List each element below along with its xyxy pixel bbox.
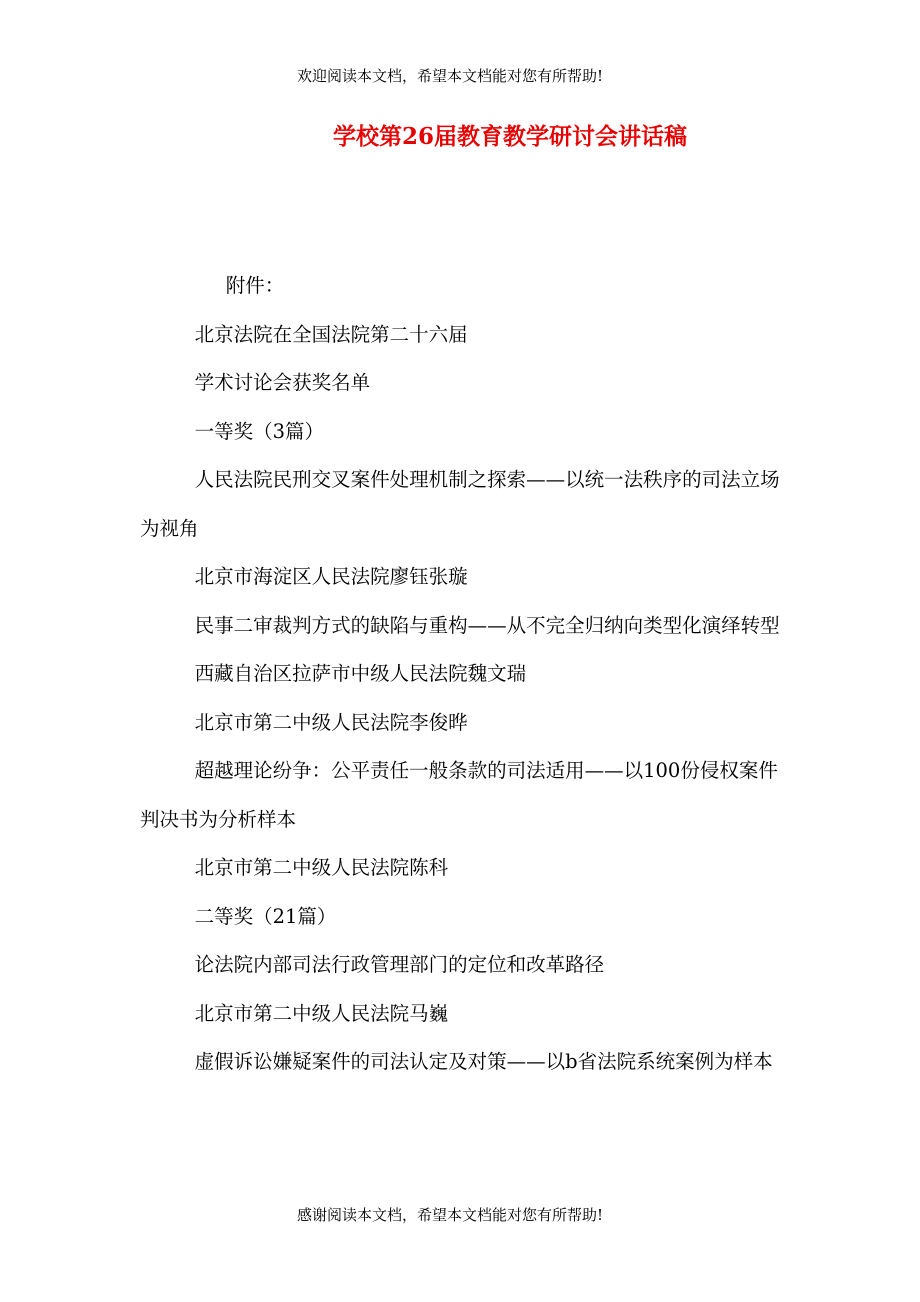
second-prize-heading: 二等奖（21篇） bbox=[194, 904, 337, 928]
attachment-label: 附件： bbox=[225, 274, 285, 297]
document-body bbox=[140, 262, 785, 1087]
paper-author: 西藏自治区拉萨市中级人民法院魏文瑞 bbox=[194, 662, 527, 685]
paper-author: 北京市海淀区人民法院廖钰张璇 bbox=[194, 565, 468, 588]
paper-author: 北京市第二中级人民法院陈科 bbox=[194, 856, 449, 879]
first-prize-heading: 一等奖（3篇） bbox=[194, 419, 325, 443]
paper-author: 北京市第二中级人民法院李俊晔 bbox=[194, 710, 468, 734]
list-heading-line-1: 北京法院在全国法院第二十六届 bbox=[194, 322, 468, 346]
header-note: 欢迎阅读本文档，希望本文档能对您有所帮助! bbox=[296, 67, 604, 85]
paper-title: 民事二审裁判方式的缺陷与重构——从不完全归纳向类型化演绎转型 bbox=[194, 613, 780, 637]
document-title: 学校第26届教育教学研讨会讲话稿 bbox=[333, 123, 688, 150]
paper-title: 论法院内部司法行政管理部门的定位和改革路径 bbox=[194, 953, 605, 976]
list-heading-line-2: 学术讨论会获奖名单 bbox=[194, 371, 371, 394]
footer-note: 感谢阅读本文档，希望本文档能对您有所帮助! bbox=[296, 1206, 604, 1224]
paper-title: 虚假诉讼嫌疑案件的司法认定及对策——以b省法院系统案例为样本 bbox=[194, 1050, 773, 1073]
paper-author: 北京市第二中级人民法院马巍 bbox=[194, 1001, 449, 1025]
paper-title: 超越理论纷争：公平责任一般条款的司法适用——以100份侵权案件判决书为分析样本 bbox=[140, 759, 778, 831]
paper-title: 人民法院民刑交叉案件处理机制之探索——以统一法秩序的司法立场为视角 bbox=[140, 468, 780, 540]
